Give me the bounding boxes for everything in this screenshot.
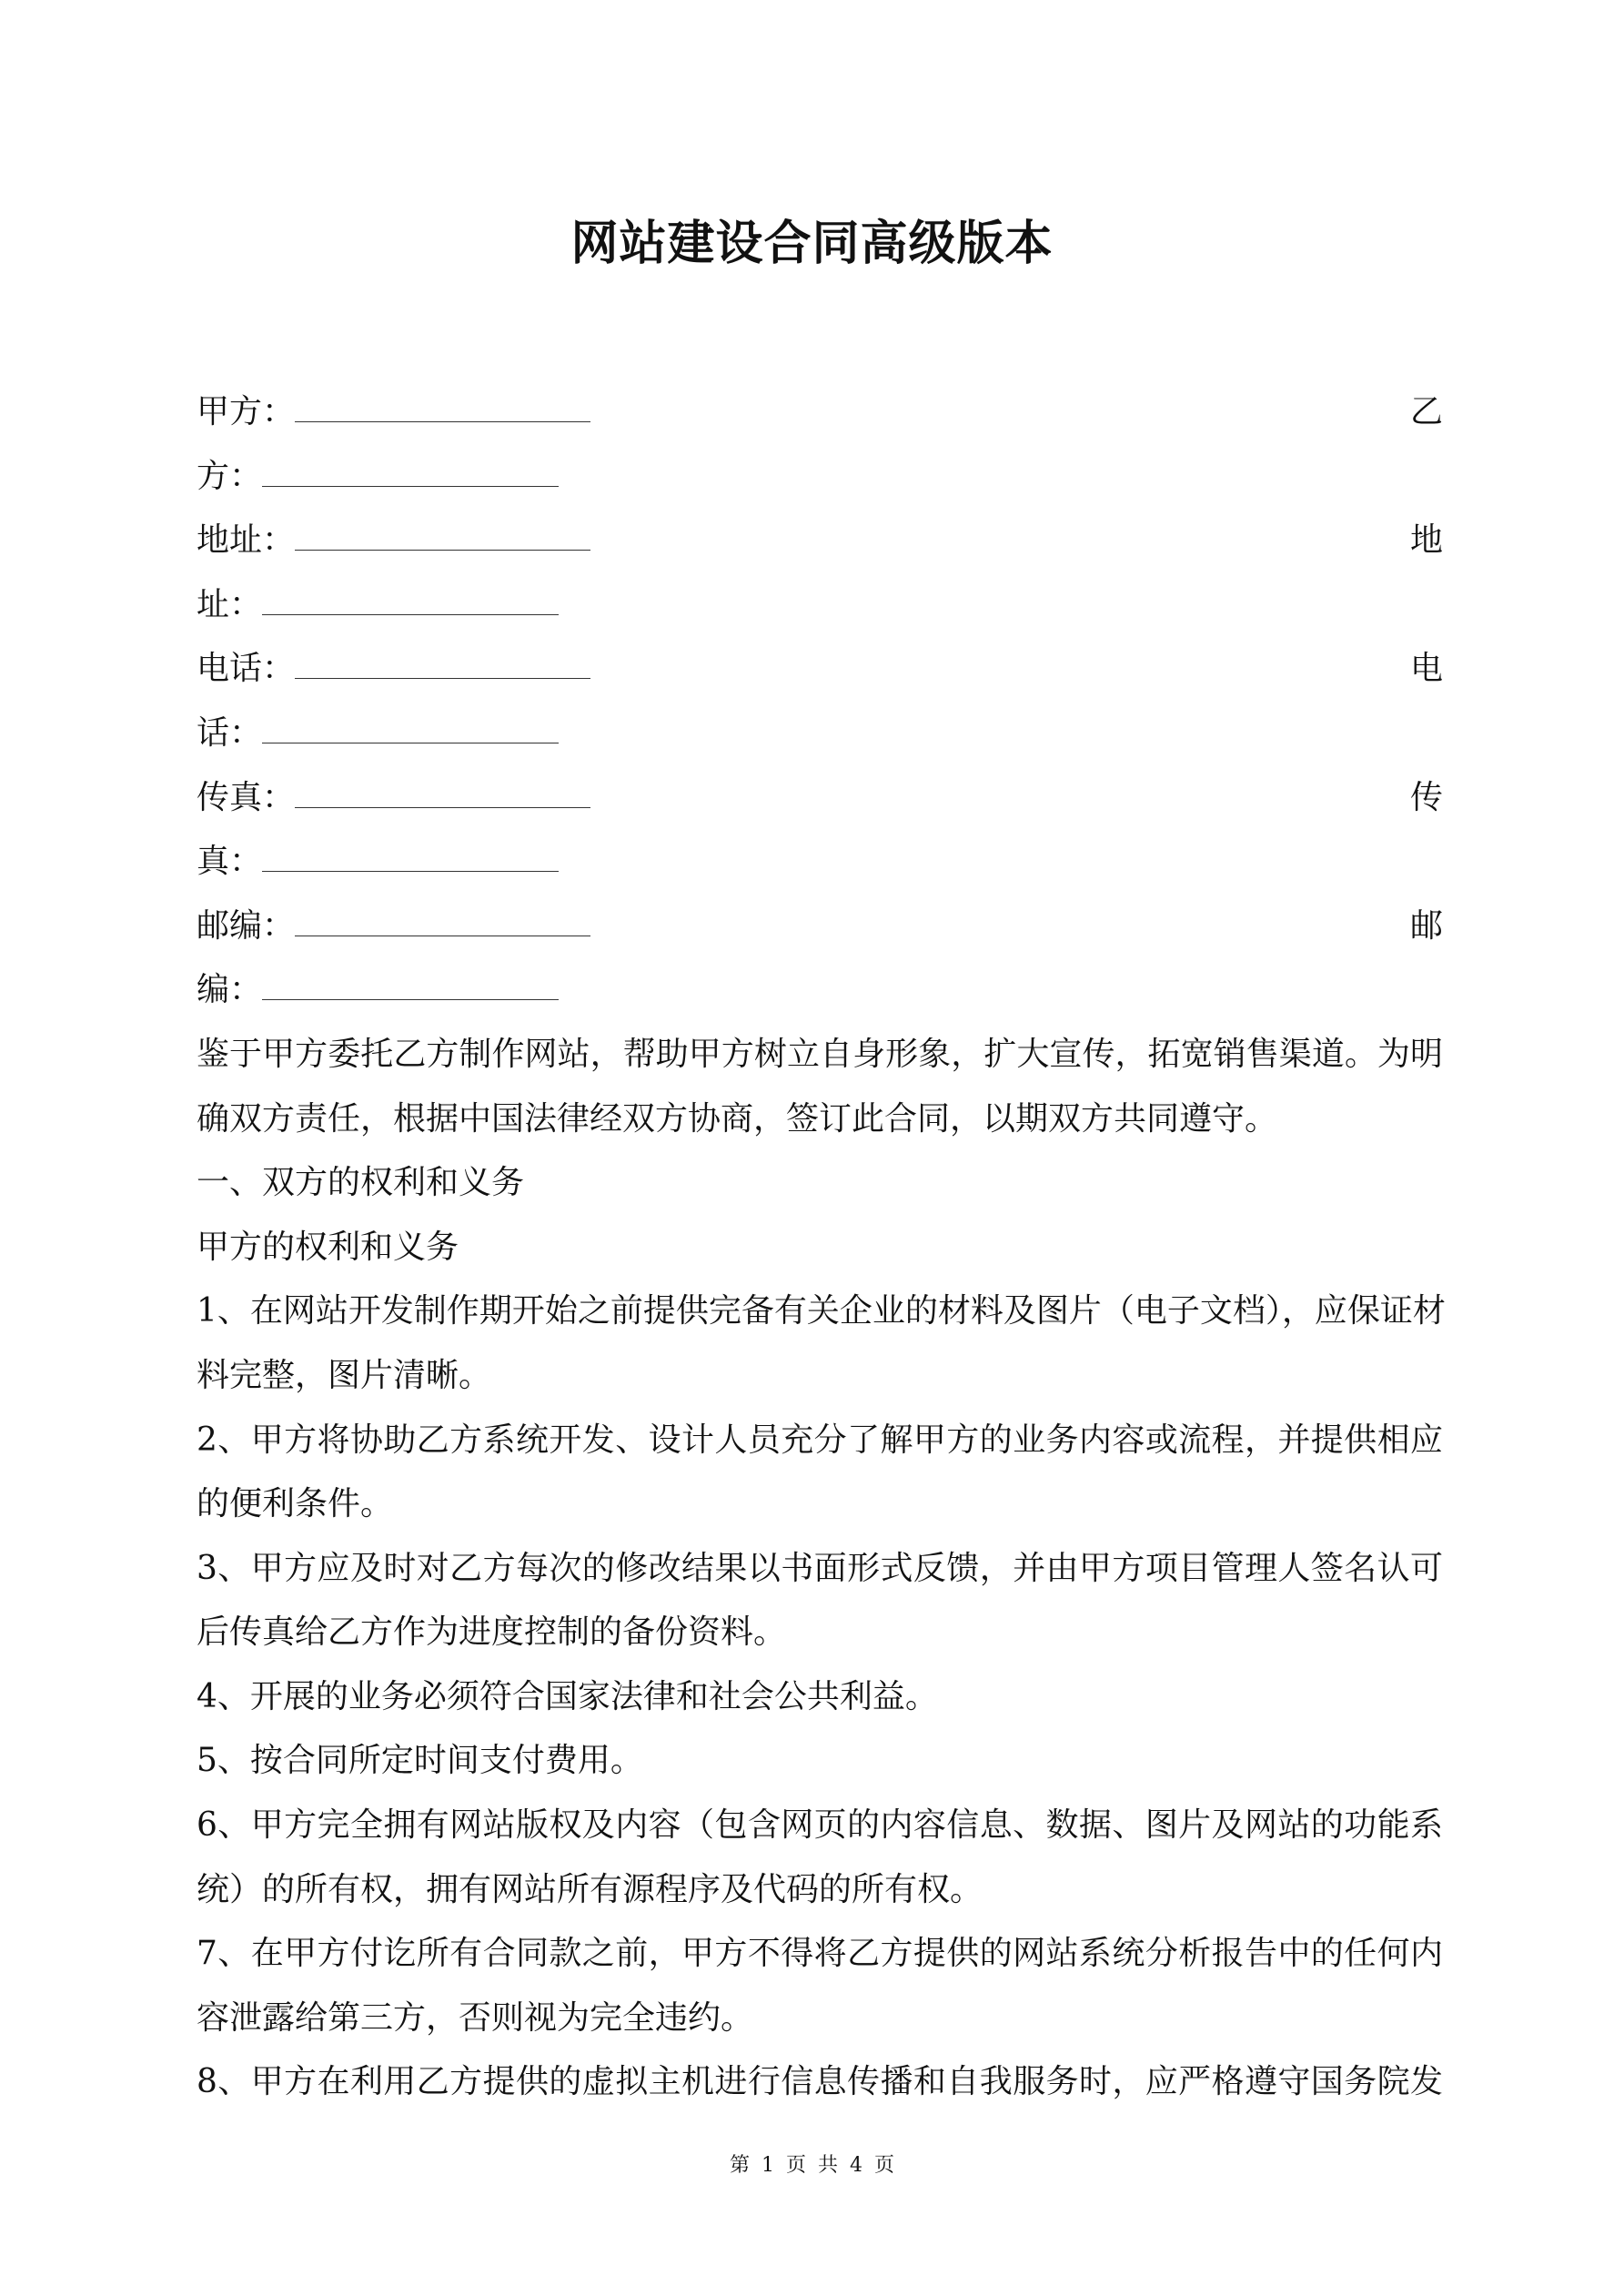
document-body (197, 380, 1446, 2115)
party-b-blank[interactable] (262, 972, 559, 1000)
text-line: 4、开展的业务必须符合国家法律和社会公共利益。 (197, 1677, 938, 1715)
party-a-blank[interactable] (295, 394, 590, 422)
text-line: 料完整，图片清晰。 (197, 1356, 492, 1394)
party-b-label-end: 方： (197, 457, 263, 495)
party-b-label-end: 编： (197, 971, 263, 1009)
party-b-blank[interactable] (262, 715, 559, 743)
party-a-field-row (197, 637, 1443, 702)
text-line: 2、甲方将协助乙方系统开发、设计人员充分了解甲方的业务内容或流程，并提供相应 (197, 1421, 1443, 1459)
page-footer: 第 1 页 共 4 页 (730, 2154, 894, 2177)
document-title: 网站建设合同高级版本 (570, 217, 1054, 271)
party-a-blank[interactable] (295, 651, 590, 679)
party-b-field-row (197, 445, 1443, 510)
party-b-label-end: 话： (197, 713, 263, 752)
text-line: 一、双方的权利和义务 (197, 1164, 525, 1202)
party-a-blank[interactable] (295, 522, 590, 551)
party-b-label-start: 电 (1409, 650, 1443, 688)
party-a-field-row (197, 380, 1443, 445)
party-a-label: 甲方： (197, 393, 296, 430)
text-line: 6、甲方完全拥有网站版权及内容（包含网页的内容信息、数据、图片及网站的功能系 (197, 1806, 1443, 1845)
party-a-blank[interactable] (295, 908, 590, 936)
text-line: 确双方责任，根据中国法律经双方协商，签订此合同，以期双方共同遵守。 (197, 1099, 1278, 1138)
text-line: 容泄露给第三方，否则视为完全违约。 (197, 1998, 754, 2037)
text-line: 后传真给乙方作为进度控制的备份资料。 (197, 1613, 787, 1652)
party-b-field-row (197, 573, 1443, 638)
party-a-field-row (197, 895, 1443, 959)
party-b-blank[interactable] (262, 459, 559, 487)
text-line: 的便利条件。 (197, 1485, 394, 1523)
party-b-label-start: 地 (1409, 521, 1443, 560)
text-line: 8、甲方在利用乙方提供的虚拟主机进行信息传播和自我服务时，应严格遵守国务院发 (197, 2063, 1443, 2101)
text-line: 7、在甲方付讫所有合同款之前，甲方不得将乙方提供的网站系统分析报告中的任何内 (197, 1935, 1443, 1973)
text-line: 甲方的权利和义务 (197, 1228, 459, 1266)
party-a-blank[interactable] (295, 780, 590, 808)
party-b-field-row (197, 830, 1443, 895)
party-a-label: 地址： (197, 521, 296, 560)
text-line: 统）的所有权，拥有网站所有源程序及代码的所有权。 (197, 1870, 983, 1908)
party-b-blank[interactable] (262, 587, 559, 615)
party-b-label-start: 邮 (1409, 906, 1443, 945)
party-a-label: 电话： (197, 650, 296, 688)
text-line: 5、按合同所定时间支付费用。 (197, 1742, 643, 1780)
party-b-blank[interactable] (262, 844, 559, 872)
text-line: 鉴于甲方委托乙方制作网站，帮助甲方树立自身形象，扩大宣传，拓宽销售渠道。为明 (197, 1035, 1443, 1073)
party-info-block (197, 380, 1443, 1023)
party-b-label-end: 址： (197, 585, 263, 623)
party-b-label-end: 真： (197, 843, 263, 881)
party-a-label: 传真： (197, 778, 296, 816)
party-a-field-row (197, 766, 1443, 831)
party-b-field-row (197, 958, 1443, 1023)
text-line: 1、在网站开发制作期开始之前提供完备有关企业的材料及图片（电子文档），应保证材 (197, 1292, 1446, 1330)
text-line: 3、甲方应及时对乙方每次的修改结果以书面形式反馈，并由甲方项目管理人签名认可 (197, 1549, 1443, 1587)
party-b-field-row (197, 702, 1443, 766)
contract-text (197, 1023, 1446, 2115)
party-a-field-row (197, 509, 1443, 573)
party-b-label-start: 传 (1409, 778, 1443, 816)
party-a-label: 邮编： (197, 906, 296, 945)
party-b-label-start: 乙 (1409, 393, 1443, 430)
